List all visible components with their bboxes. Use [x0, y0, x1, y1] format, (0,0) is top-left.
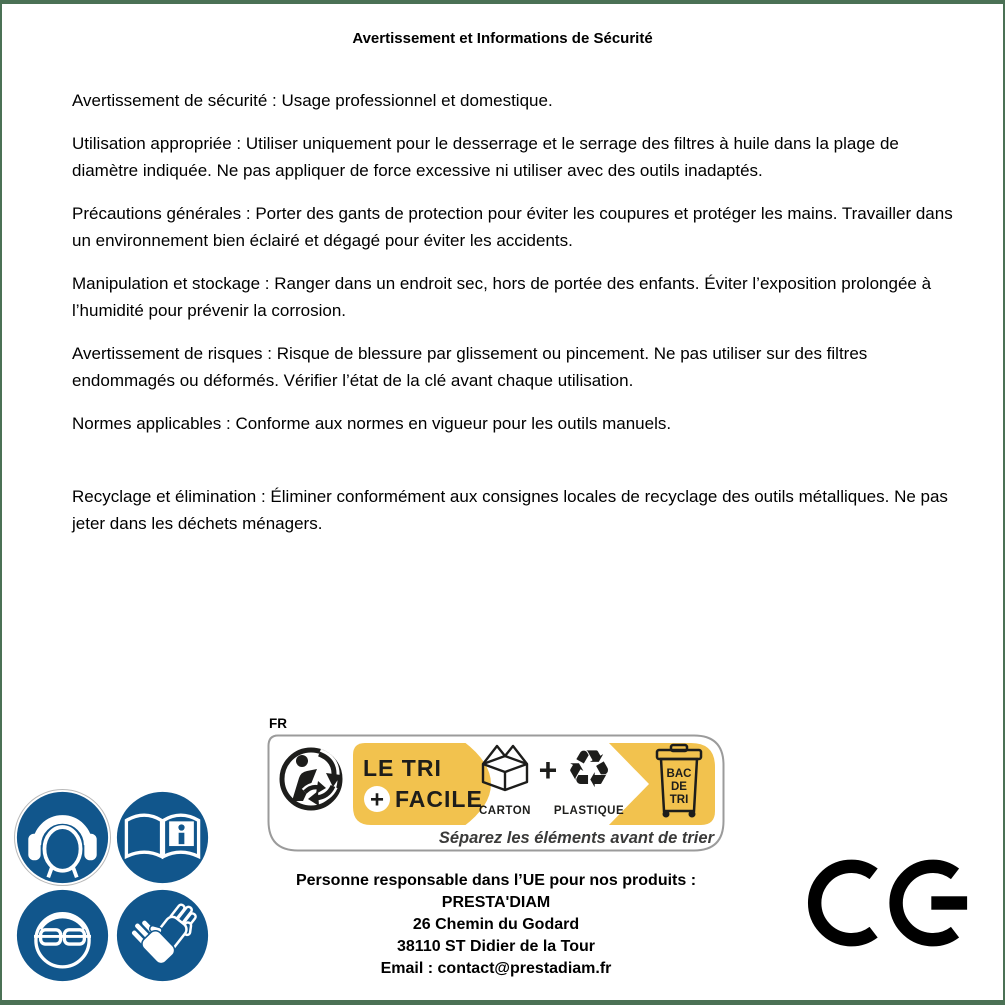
safety-text-block: [2, 87, 1001, 537]
headline-bottom: FACILE: [395, 786, 483, 812]
paragraph-precautions-generales: Précautions générales : Porter des gants de protection pour éviter les coupures et protéger les mains. Travailler dans un environnement bien éclairé et dégagé pour éviter les accidents.: [72, 204, 953, 250]
sorting-tagline: Séparez les éléments avant de trier: [438, 829, 714, 847]
plus-badge: +: [369, 786, 385, 814]
ce-marking-icon: [798, 851, 968, 960]
country-code-label: FR: [269, 716, 287, 731]
headline-top: LE TRI: [363, 755, 442, 781]
recycling-sorting-info: [267, 716, 725, 980]
paragraph-avertissement-securite: Avertissement de sécurité : Usage professionnel et domestique.: [72, 91, 553, 110]
paragraph-recyclage-elimination: Recyclage et élimination : Éliminer conformément aux consignes locales de recyclage des outils métalliques. Ne pas jeter dans les déchets ménagers.: [72, 487, 948, 533]
plastic-recycle-icon: ♻: [565, 740, 613, 800]
contact-email: Email : contact@prestadiam.fr: [380, 960, 612, 977]
responsible-person-block: [267, 870, 725, 980]
page-title: Avertissement et Informations de Sécurité: [352, 30, 653, 47]
wear-ear-protection-icon: [15, 790, 110, 885]
material-right-label: PLASTIQUE: [553, 805, 625, 817]
company-name: PRESTA'DIAM: [441, 894, 551, 911]
paragraph-manipulation-stockage: Manipulation et stockage : Ranger dans un endroit sec, hors de portée des enfants. Éviter l’exposition prolongée à l’humidité pour prévenir la corrosion.: [72, 274, 932, 320]
bin-text-line1: BAC: [666, 768, 692, 780]
wear-protective-gloves-icon: [115, 888, 210, 983]
info-tri-recycling-label: [267, 734, 725, 852]
address-street: 26 Chemin du Godard: [412, 916, 580, 933]
read-instruction-manual-icon: [115, 790, 210, 885]
mandatory-safety-pictograms: [15, 790, 212, 983]
separator-plus: +: [538, 752, 558, 788]
bin-text-line3: TRI: [669, 794, 689, 806]
wear-eye-protection-icon: [15, 888, 110, 983]
address-city: 38110 ST Didier de la Tour: [397, 938, 595, 955]
responsible-intro-line: Personne responsable dans l’UE pour nos produits :: [295, 872, 697, 889]
paragraph-utilisation-appropriee: Utilisation appropriée : Utiliser uniquement pour le desserrage et le serrage des filtres à huile dans la plage de diamètre indiquée. Ne pas appliquer de force excessive ni utiliser avec des outils inadaptés.: [72, 134, 899, 180]
bin-text-line2: DE: [671, 781, 687, 793]
paragraph-avertissement-risques: Avertissement de risques : Risque de blessure par glissement ou pincement. Ne pas utiliser sur des filtres endommagés ou déformés. Vérifier l’état de la clé avant chaque utilisation.: [72, 344, 868, 390]
paragraph-normes-applicables: Normes applicables : Conforme aux normes en vigueur pour les outils manuels.: [72, 414, 672, 433]
material-left-label: CARTON: [479, 805, 531, 817]
